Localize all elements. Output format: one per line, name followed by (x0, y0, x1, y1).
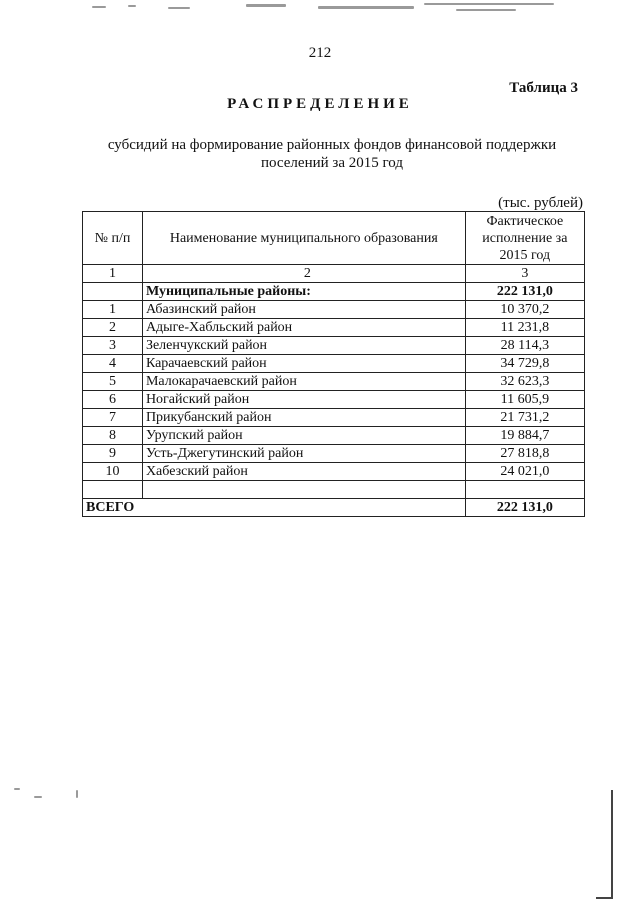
header-number: № п/п (83, 212, 143, 265)
total-row (83, 499, 585, 517)
group-total: 222 131,0 (465, 283, 584, 301)
table-row (83, 463, 585, 481)
table-row (83, 337, 585, 355)
row-name: Ногайский район (142, 391, 465, 409)
row-value: 11 231,8 (465, 319, 584, 337)
table-row (83, 427, 585, 445)
empty-cell (142, 481, 465, 499)
index-cell: 2 (142, 265, 465, 283)
table-row (83, 445, 585, 463)
table-row (83, 319, 585, 337)
row-value: 24 021,0 (465, 463, 584, 481)
row-number: 5 (83, 373, 143, 391)
row-value: 21 731,2 (465, 409, 584, 427)
group-row (83, 283, 585, 301)
row-value: 10 370,2 (465, 301, 584, 319)
row-number: 1 (83, 301, 143, 319)
empty-cell (83, 481, 143, 499)
row-name: Прикубанский район (142, 409, 465, 427)
row-name: Зеленчукский район (142, 337, 465, 355)
row-value: 32 623,3 (465, 373, 584, 391)
index-cell: 1 (83, 265, 143, 283)
row-name: Малокарачаевский район (142, 373, 465, 391)
row-value: 28 114,3 (465, 337, 584, 355)
page-number: 212 (308, 45, 332, 61)
subtitle-line: субсидий на формирование районных фондов финансовой поддержки (107, 137, 557, 153)
document-subtitle (0, 136, 640, 172)
units-label: (тыс. рублей) (498, 195, 583, 211)
column-index-row (83, 265, 585, 283)
header-name: Наименование муниципального образования (142, 212, 465, 265)
row-name: Адыге-Хабльский район (142, 319, 465, 337)
group-label: Муниципальные районы: (142, 283, 465, 301)
row-number: 3 (83, 337, 143, 355)
table-header-row (83, 212, 585, 265)
row-number: 7 (83, 409, 143, 427)
group-number-cell (83, 283, 143, 301)
table-row (83, 373, 585, 391)
index-cell: 3 (465, 265, 584, 283)
total-label: ВСЕГО (83, 499, 466, 517)
row-number: 8 (83, 427, 143, 445)
table-row (83, 301, 585, 319)
row-number: 2 (83, 319, 143, 337)
row-value: 19 884,7 (465, 427, 584, 445)
table-label: Таблица 3 (509, 80, 578, 96)
row-number: 6 (83, 391, 143, 409)
total-value: 222 131,0 (465, 499, 584, 517)
row-name: Урупский район (142, 427, 465, 445)
row-value: 34 729,8 (465, 355, 584, 373)
row-name: Усть-Джегутинский район (142, 445, 465, 463)
row-name: Абазинский район (142, 301, 465, 319)
document-title: РАСПРЕДЕЛЕНИЕ (227, 96, 413, 112)
row-number: 9 (83, 445, 143, 463)
row-value: 11 605,9 (465, 391, 584, 409)
empty-row (83, 481, 585, 499)
distribution-table (82, 211, 585, 517)
table-row (83, 391, 585, 409)
row-number: 4 (83, 355, 143, 373)
row-name: Карачаевский район (142, 355, 465, 373)
table-row (83, 409, 585, 427)
row-value: 27 818,8 (465, 445, 584, 463)
empty-cell (465, 481, 584, 499)
subtitle-line: поселений за 2015 год (261, 155, 403, 171)
header-value: Фактическое исполнение за 2015 год (465, 212, 584, 265)
row-name: Хабезский район (142, 463, 465, 481)
row-number: 10 (83, 463, 143, 481)
table-row (83, 355, 585, 373)
